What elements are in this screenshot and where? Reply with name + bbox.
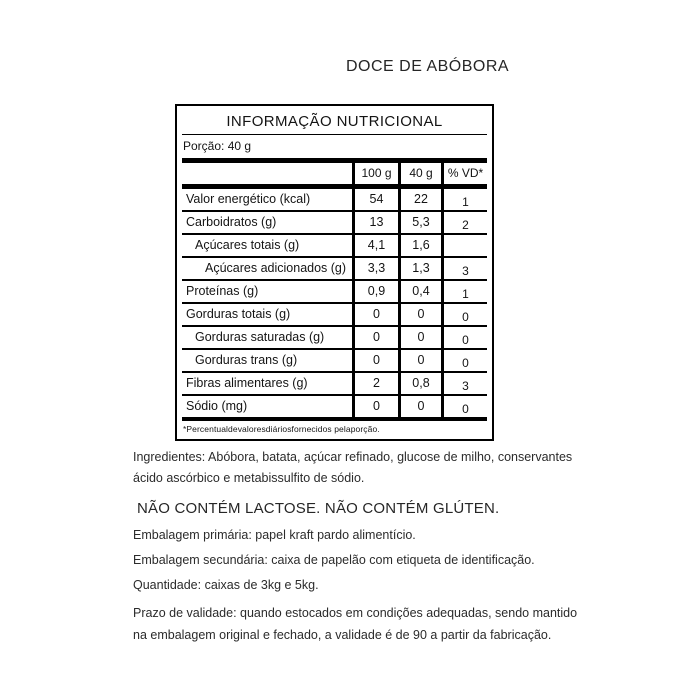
allergen-claims-text: NÃO CONTÉM LACTOSE. NÃO CONTÉM GLÚTEN. bbox=[137, 500, 500, 517]
value-100g: 0 bbox=[352, 350, 398, 371]
value-vd: 0 bbox=[441, 396, 487, 417]
nutrient-row-protein bbox=[182, 279, 487, 302]
shelf-life-text bbox=[133, 602, 673, 646]
col-header-40g: 40 g bbox=[398, 163, 441, 184]
value-40g: 0 bbox=[398, 304, 441, 325]
nutrient-row-sodium bbox=[182, 394, 487, 417]
nutrient-label: Fibras alimentares (g) bbox=[186, 376, 308, 390]
nutrient-row-saturated-fat bbox=[182, 325, 487, 348]
ingredients-text bbox=[133, 447, 673, 489]
shelf-life-line-1: Prazo de validade: quando estocados em condições adequadas, sendo mantido bbox=[133, 606, 578, 620]
portion-row: Porção: 40 g bbox=[183, 139, 252, 153]
col-header-100g: 100 g bbox=[352, 163, 398, 184]
nutrient-label: Gorduras trans (g) bbox=[195, 353, 298, 367]
col-header-vd: % VD* bbox=[441, 163, 487, 184]
value-100g: 0 bbox=[352, 327, 398, 348]
primary-packaging-text: Embalagem primária: papel kraft pardo alimentício. bbox=[133, 528, 416, 542]
page-title: DOCE DE ABÓBORA bbox=[346, 58, 510, 75]
value-100g: 0 bbox=[352, 304, 398, 325]
value-40g: 1,3 bbox=[398, 258, 441, 279]
nutrient-label: Gorduras totais (g) bbox=[186, 307, 291, 321]
secondary-packaging-text: Embalagem secundária: caixa de papelão com etiqueta de identificação. bbox=[133, 553, 535, 567]
nutrient-row-total-fat bbox=[182, 302, 487, 325]
value-40g: 0 bbox=[398, 396, 441, 417]
column-header-row bbox=[182, 163, 487, 184]
value-40g: 0 bbox=[398, 327, 441, 348]
value-100g: 3,3 bbox=[352, 258, 398, 279]
col-header-empty bbox=[182, 163, 352, 184]
value-100g: 0 bbox=[352, 396, 398, 417]
nutrient-label: Açúcares totais (g) bbox=[195, 238, 300, 252]
shelf-life-line-2: na embalagem original e fechado, a validade é de 90 a partir da fabricação. bbox=[133, 628, 552, 642]
value-vd: 3 bbox=[441, 373, 487, 394]
nutrient-row-trans-fat bbox=[182, 348, 487, 371]
value-40g: 1,6 bbox=[398, 235, 441, 256]
ingredients-line-1: Ingredientes: Abóbora, batata, açúcar refinado, glucose de milho, conservantes bbox=[133, 450, 573, 464]
value-vd: 1 bbox=[441, 281, 487, 302]
value-40g: 5,3 bbox=[398, 212, 441, 233]
value-40g: 22 bbox=[398, 189, 441, 210]
nutrient-label: Gorduras saturadas (g) bbox=[195, 330, 325, 344]
nutrient-label: Açúcares adicionados (g) bbox=[205, 261, 347, 275]
nutrient-label: Carboidratos (g) bbox=[186, 215, 277, 229]
value-40g: 0 bbox=[398, 350, 441, 371]
value-vd: 0 bbox=[441, 327, 487, 348]
daily-value-footnote: *Percentualdevaloresdiáriosfornecidos pelaporção. bbox=[183, 424, 380, 434]
nutrient-row-fiber bbox=[182, 371, 487, 394]
value-vd: 1 bbox=[441, 189, 487, 210]
value-40g: 0,8 bbox=[398, 373, 441, 394]
value-vd: 2 bbox=[441, 212, 487, 233]
nutrient-label: Sódio (mg) bbox=[186, 399, 248, 413]
nutrition-table-header: INFORMAÇÃO NUTRICIONAL bbox=[182, 110, 487, 135]
nutrient-label: Valor energético (kcal) bbox=[186, 192, 311, 206]
value-100g: 2 bbox=[352, 373, 398, 394]
value-100g: 54 bbox=[352, 189, 398, 210]
value-40g: 0,4 bbox=[398, 281, 441, 302]
quantity-text: Quantidade: caixas de 3kg e 5kg. bbox=[133, 578, 319, 592]
nutrition-table bbox=[175, 104, 494, 441]
nutrient-row-energy bbox=[182, 189, 487, 210]
nutrient-row-added-sugars bbox=[182, 256, 487, 279]
nutrient-row-carbs bbox=[182, 210, 487, 233]
value-vd: 0 bbox=[441, 304, 487, 325]
value-100g: 13 bbox=[352, 212, 398, 233]
nutrient-row-total-sugars bbox=[182, 233, 487, 256]
value-100g: 0,9 bbox=[352, 281, 398, 302]
value-vd: 0 bbox=[441, 350, 487, 371]
value-vd: 3 bbox=[441, 258, 487, 279]
value-100g: 4,1 bbox=[352, 235, 398, 256]
ingredients-line-2: ácido ascórbico e metabissulfito de sódio. bbox=[133, 471, 365, 485]
value-vd bbox=[441, 235, 487, 256]
product-details bbox=[133, 447, 673, 646]
nutrient-label: Proteínas (g) bbox=[186, 284, 259, 298]
